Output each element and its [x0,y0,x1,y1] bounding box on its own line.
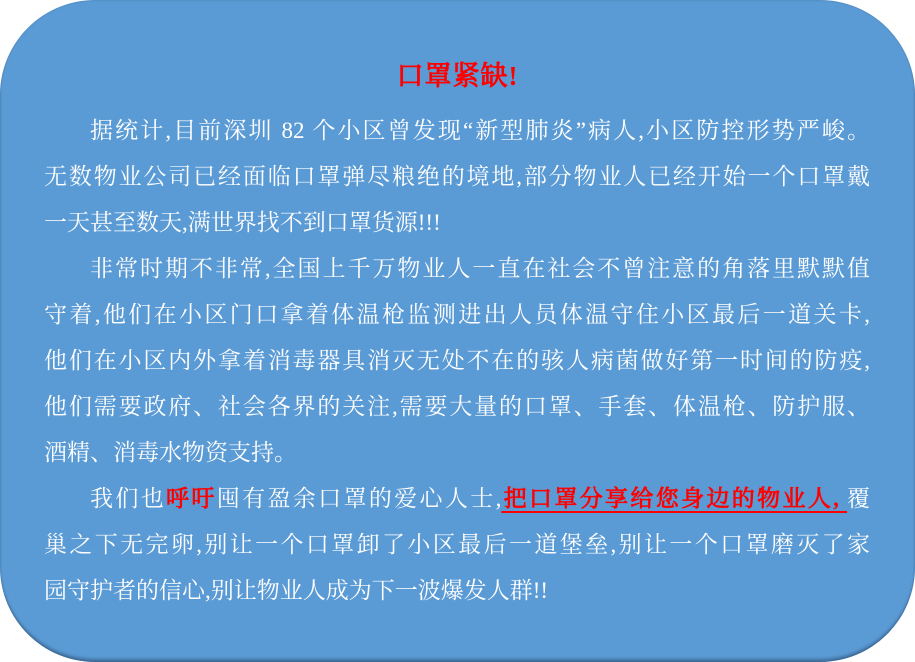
text-line [44,522,870,568]
text-line [44,154,870,200]
text-segment: 园守护者的信心,别让物业人成为下一波爆发人群!! [44,578,549,603]
text-line [44,568,870,614]
emphasis-segment: 呼吁 [166,486,217,511]
text-segment: 非常时期不非常,全国上千万物业人一直在社会不曾注意的角落里默默值 [90,256,870,281]
text-line [44,108,870,154]
text-segment: 酒精、消毒水物资支持。 [44,440,297,465]
text-line [44,384,870,430]
text-segment: 一天甚至数天,满世界找不到口罩货源!!! [44,210,441,235]
text-segment: 他们在小区内外拿着消毒器具消灭无处不在的骇人病菌做好第一时间的防疫, [44,348,870,373]
text-segment: 巢之下无完卵,别让一个口罩卸了小区最后一道堡垒,别让一个口罩磨灭了家 [44,532,870,557]
text-segment: 我们也 [90,486,167,511]
text-line [44,292,870,338]
text-segment: 守着,他们在小区门口拿着体温枪监测进出人员体温守住小区最后一道关卡, [44,302,870,327]
text-line [44,338,870,384]
notice-body [44,108,870,614]
text-segment: 据统计,目前深圳 82 个小区曾发现“新型肺炎”病人,小区防控形势严峻。 [90,118,870,143]
text-line [44,430,870,476]
text-line [44,246,870,292]
notice-title: 口罩紧缺! [396,61,519,91]
emphasis-segment: 把口罩分享给您身边的物业人, [501,486,848,511]
text-segment: 覆 [847,486,870,511]
text-segment: 他们需要政府、社会各界的关注,需要大量的口罩、手套、体温枪、防护服、 [44,394,870,419]
text-segment: 无数物业公司已经面临口罩弹尽粮绝的境地,部分物业人已经开始一个口罩戴 [44,164,870,189]
text-line [44,476,870,522]
text-segment: 囤有盈余口罩的爱心人士, [216,486,502,511]
text-line [44,200,870,246]
